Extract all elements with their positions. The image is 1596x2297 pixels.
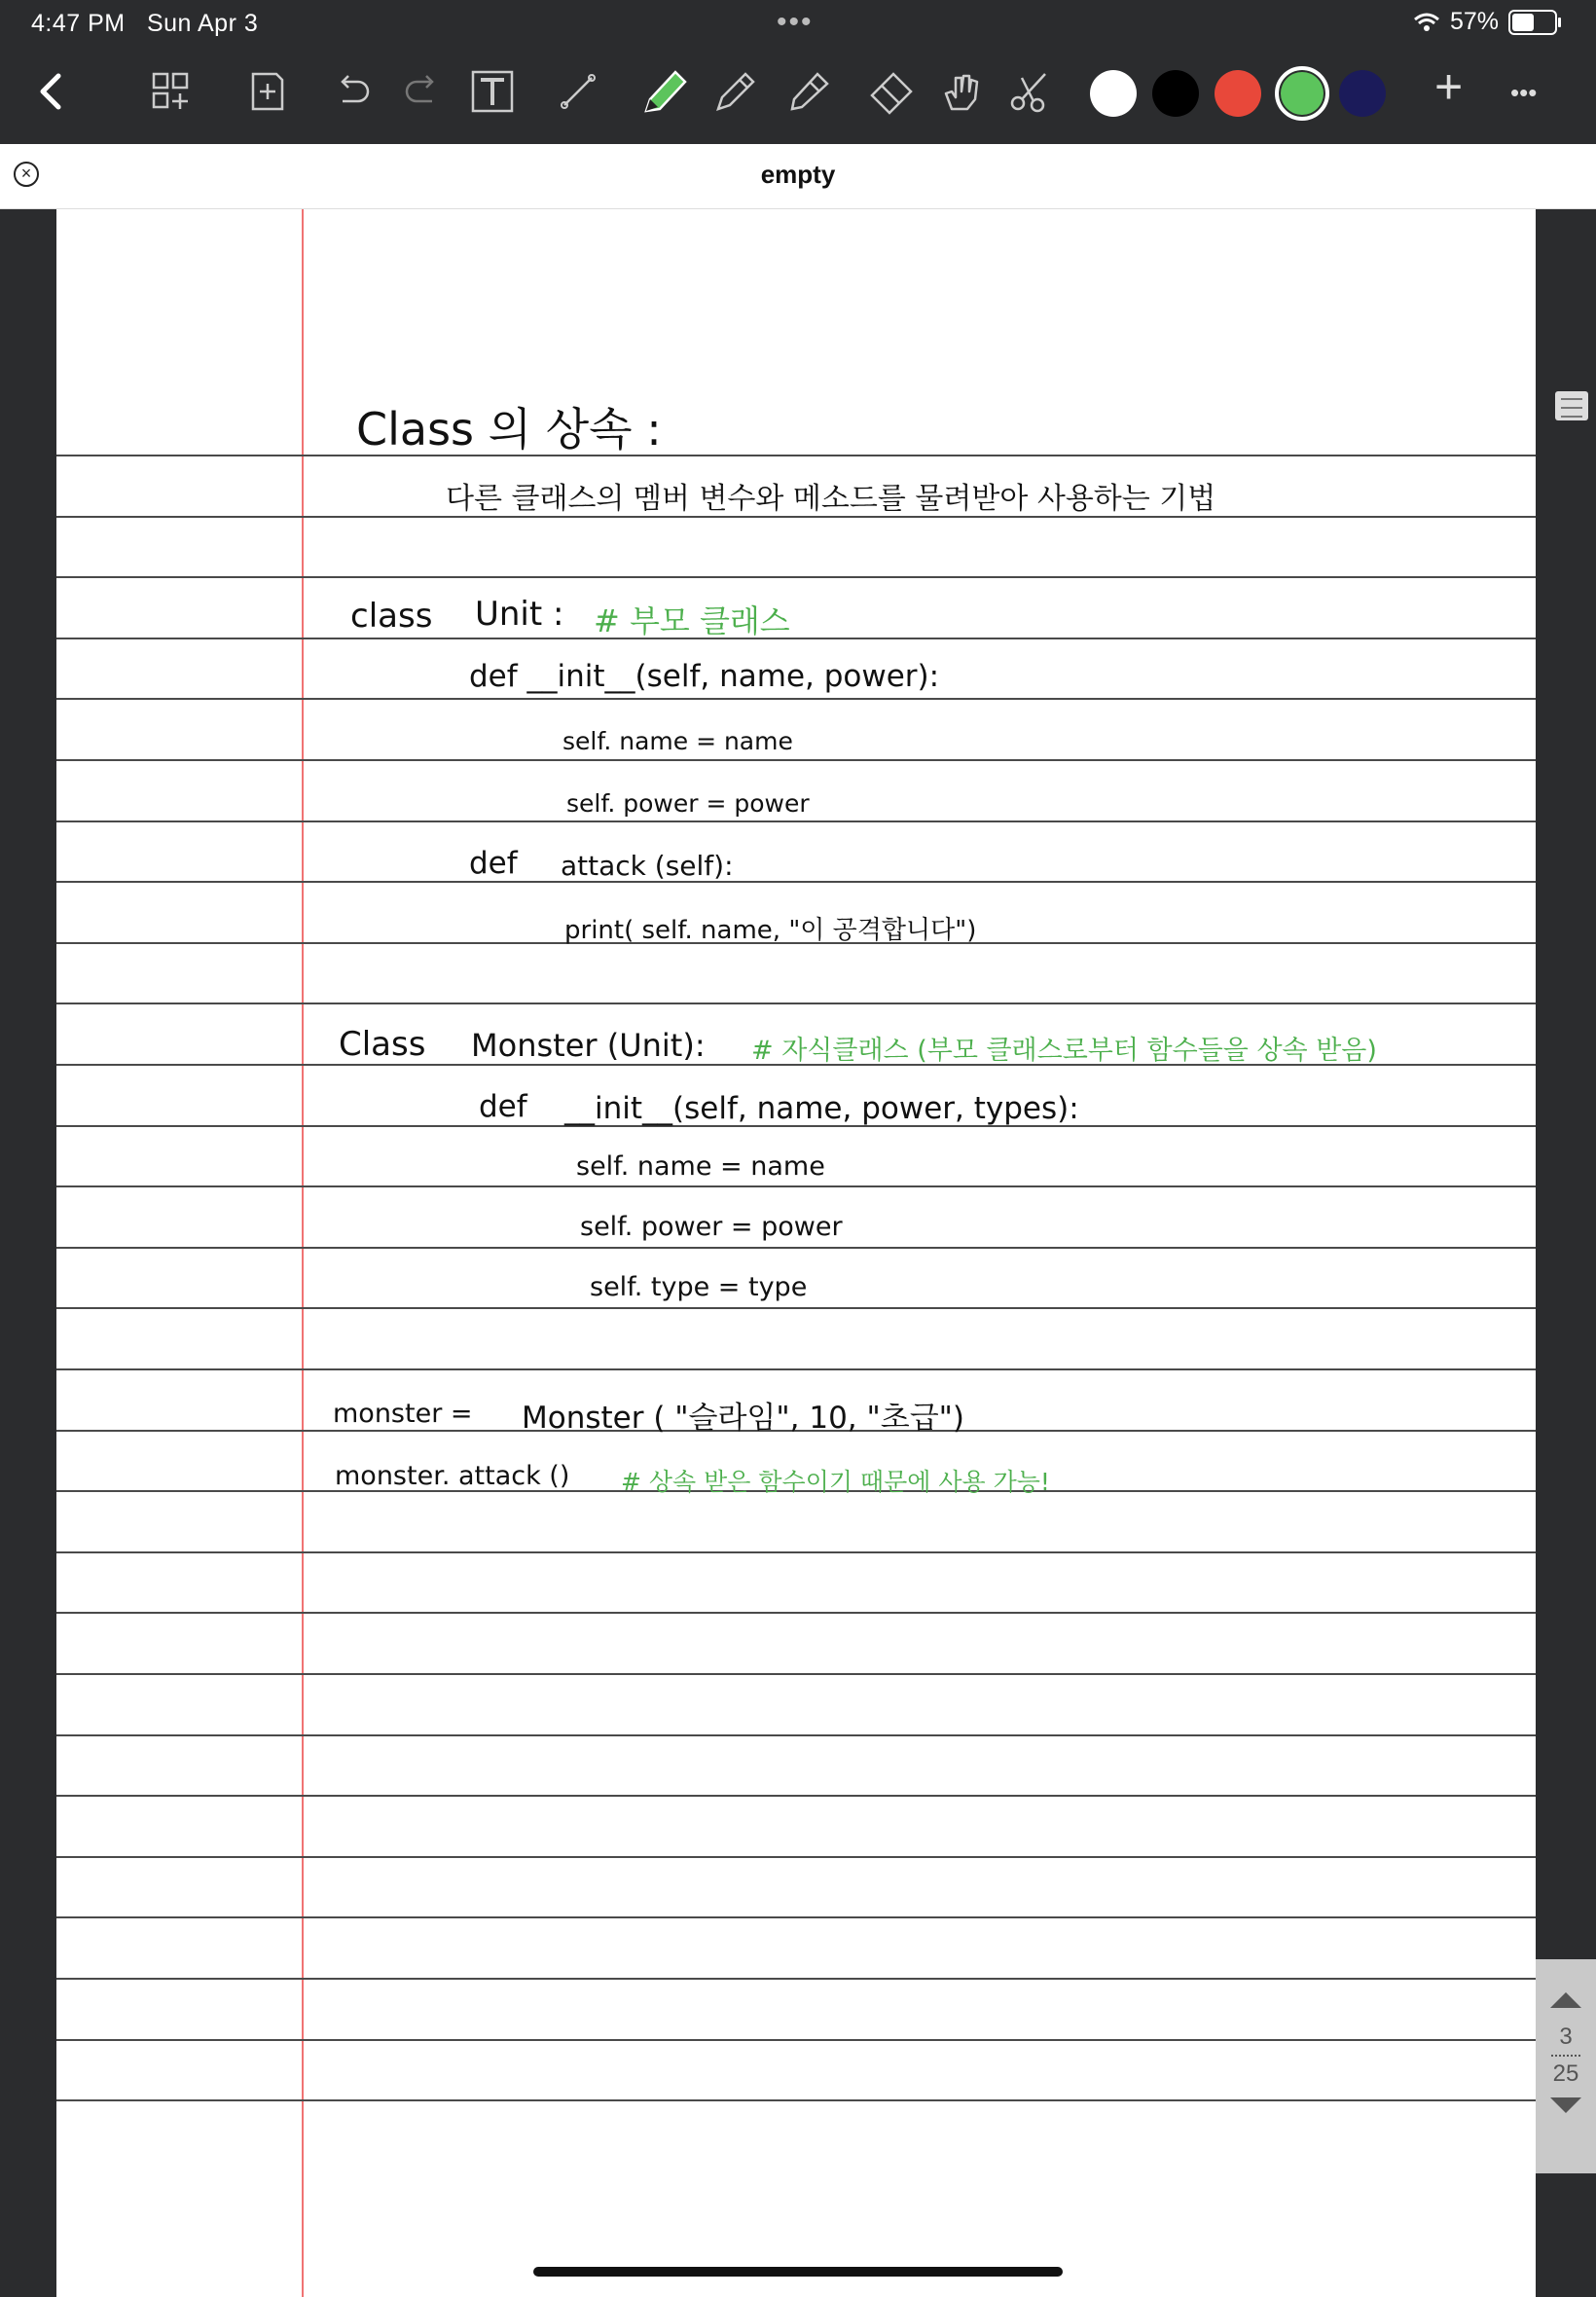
code-keyword-class: class <box>350 597 433 636</box>
code-monster-assign: monster = <box>333 1399 473 1429</box>
comment-child-class: # 자식클래스 (부모 클래스로부터 함수들을 상속 받음) <box>751 1036 1377 1066</box>
ruled-line <box>56 638 1536 639</box>
hand-tool-icon[interactable] <box>930 60 993 123</box>
ruled-line <box>56 2099 1536 2101</box>
ruled-line <box>56 1307 1536 1309</box>
status-date: Sun Apr 3 <box>146 10 259 37</box>
ruled-line <box>56 1673 1536 1675</box>
code-print-statement: print( self. name, "이 공격합니다") <box>564 916 977 945</box>
page-navigator <box>1536 1959 1596 2173</box>
home-indicator[interactable] <box>533 2267 1063 2277</box>
comment-parent-class: # 부모 클래스 <box>594 602 790 639</box>
definition-text: 다른 클래스의 멤버 변수와 메소드를 물려받아 사용하는 기법 <box>446 482 1216 516</box>
ruled-line <box>56 576 1536 578</box>
previous-page-icon[interactable] <box>1550 1992 1581 2008</box>
ruled-line <box>56 1856 1536 1858</box>
total-page-count: 25 <box>1552 2060 1579 2087</box>
scissors-icon[interactable] <box>998 60 1061 123</box>
battery-icon <box>1508 10 1557 35</box>
color-swatch-red[interactable] <box>1215 70 1261 117</box>
code-monster-init: __init__(self, name, power, types): <box>564 1091 1079 1126</box>
line-tool-icon[interactable] <box>547 60 609 123</box>
heading-text: Class 의 상속 : <box>356 403 662 456</box>
eraser-icon[interactable] <box>860 60 923 123</box>
undo-icon[interactable] <box>321 60 383 123</box>
code-class-monster: Monster (Unit): <box>471 1027 706 1064</box>
code-attack-def: attack (self): <box>561 850 734 882</box>
color-swatch-black[interactable] <box>1152 70 1199 117</box>
top-toolbar <box>0 0 1596 144</box>
code-unit-self-power: self. power = power <box>566 789 810 818</box>
current-page-number: 3 <box>1559 2024 1573 2050</box>
margin-line <box>302 209 304 2297</box>
ruled-line <box>56 455 1536 456</box>
ruled-line <box>56 1978 1536 1980</box>
code-unit-self-name: self. name = name <box>562 727 793 755</box>
code-class-unit: Unit : <box>475 595 564 634</box>
ruled-line <box>56 1916 1536 1918</box>
back-icon[interactable] <box>21 60 84 123</box>
ruled-line <box>56 1003 1536 1004</box>
comment-inherited-usable: # 상속 받은 함수이기 때문에 사용 가능! <box>621 1468 1050 1496</box>
document-title-bar <box>0 144 1596 209</box>
color-swatch-green-selected[interactable] <box>1275 66 1329 121</box>
notebook-page[interactable] <box>56 209 1536 2297</box>
next-page-icon[interactable] <box>1550 2097 1581 2113</box>
battery-fill <box>1512 14 1534 31</box>
add-icon[interactable]: + <box>1434 59 1464 114</box>
ruled-line <box>56 1185 1536 1187</box>
code-monster-self-name: self. name = name <box>576 1151 825 1182</box>
ruled-line <box>56 1551 1536 1553</box>
code-monster-attack-call: monster. attack () <box>335 1461 570 1491</box>
color-swatch-navy[interactable] <box>1339 70 1386 117</box>
color-swatch-white[interactable] <box>1090 70 1137 117</box>
status-time: 4:47 PM Sun Apr 3 <box>31 10 259 37</box>
code-unit-init: def __init__(self, name, power): <box>469 659 940 694</box>
side-menu-handle-icon[interactable] <box>1555 391 1588 420</box>
ruled-line <box>56 1247 1536 1249</box>
code-monster-self-power: self. power = power <box>580 1212 843 1242</box>
wifi-icon <box>1413 12 1440 33</box>
ruled-line <box>56 1368 1536 1370</box>
ruled-line <box>56 2039 1536 2041</box>
add-page-icon[interactable] <box>236 60 298 123</box>
more-icon[interactable]: ••• <box>1510 78 1538 107</box>
status-right <box>1413 8 1557 36</box>
code-def-keyword: def <box>469 846 518 881</box>
highlighter-icon[interactable] <box>633 60 695 123</box>
ruled-line <box>56 820 1536 822</box>
marker-icon[interactable] <box>777 60 839 123</box>
multitask-dots-icon[interactable]: ••• <box>777 6 814 38</box>
ruled-line <box>56 698 1536 700</box>
ruled-line <box>56 881 1536 883</box>
battery-percent: 57% <box>1449 8 1499 35</box>
ruled-line <box>56 759 1536 761</box>
code-monster-constructor: Monster ( "슬라임", 10, "초급") <box>522 1401 965 1436</box>
page-grid-icon[interactable] <box>140 60 202 123</box>
code-keyword-class-2: Class <box>339 1025 426 1064</box>
ruled-line <box>56 1795 1536 1797</box>
text-tool-icon[interactable] <box>461 60 524 123</box>
document-title: empty <box>760 160 836 189</box>
redo-icon[interactable] <box>391 60 453 123</box>
pen-icon[interactable] <box>703 60 765 123</box>
close-icon[interactable]: × <box>14 162 39 187</box>
code-monster-self-type: self. type = type <box>590 1272 808 1302</box>
ruled-line <box>56 1612 1536 1614</box>
ruled-line <box>56 1734 1536 1736</box>
code-def-keyword-2: def <box>479 1089 527 1124</box>
page-number-separator <box>1551 2055 1580 2057</box>
